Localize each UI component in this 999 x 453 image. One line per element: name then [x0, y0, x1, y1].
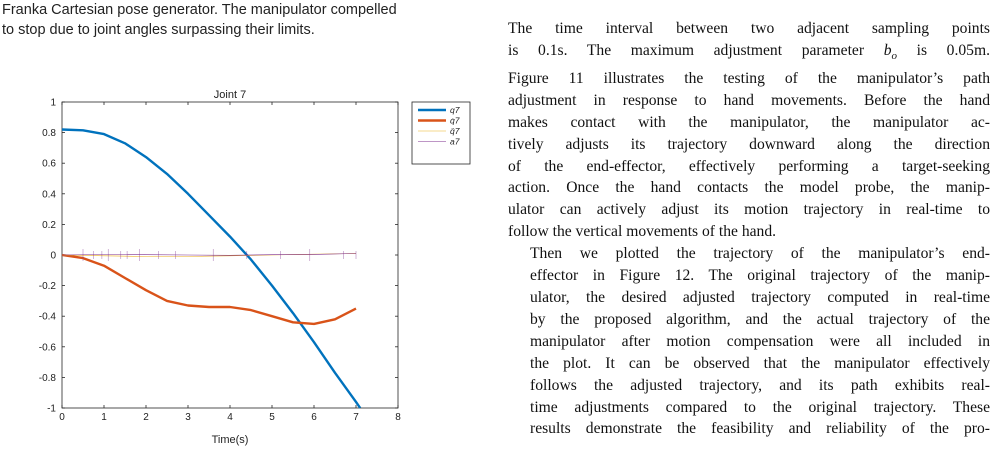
legend-label-1: q7: [450, 105, 460, 115]
text-segment: The time interval between two adjacent sampling points: [508, 20, 990, 37]
chart-title: Joint 7: [213, 89, 247, 101]
y-tick-label: -0.4: [38, 311, 56, 323]
text-line: [508, 134, 990, 156]
y-tick-label: -0.6: [38, 342, 56, 354]
y-tick-label: 0: [50, 250, 56, 262]
body-paragraph: [508, 243, 990, 440]
y-tick-label: -0.8: [38, 372, 56, 384]
x-tick-label: 3: [185, 412, 191, 423]
text-line: [508, 177, 990, 199]
x-tick-label: 8: [395, 412, 401, 423]
text-line: [508, 243, 990, 265]
text-line: [508, 375, 990, 397]
caption-line: Franka Cartesian pose generator. The manipulator compelled: [2, 2, 397, 18]
x-tick-label: 0: [59, 412, 65, 423]
legend: [412, 102, 470, 164]
text-segment: effector in Figure 12. The original trajectory of the manip-: [530, 267, 990, 285]
body-paragraph: [508, 18, 990, 243]
text-segment: the plot. It can be observed that the manipulator effectively: [530, 354, 990, 372]
text-line: [508, 221, 990, 243]
legend-label-3: q̈7: [450, 126, 460, 136]
y-tick-label: -1: [47, 403, 56, 415]
text-segment: follows the adjusted trajectory, and its path exhibits real-: [530, 376, 990, 394]
text-line: [508, 112, 990, 134]
x-tick-label: 4: [227, 412, 233, 423]
text-segment: results demonstrate the feasibility and reliability of the pro-: [530, 420, 990, 438]
text-segment: by the proposed algorithm, and the actual trajectory of the: [530, 310, 990, 328]
text-line: [508, 309, 990, 331]
caption-line: to stop due to joint angles surpassing their limits.: [2, 22, 315, 38]
y-tick-label: 0.8: [42, 128, 56, 140]
text-segment: of the end-effector, effectively performing a target-seeking: [508, 157, 990, 175]
text-line: [508, 287, 990, 309]
text-segment: follow the vertical movements of the hand.: [508, 223, 777, 241]
y-tick-label: -0.2: [38, 281, 56, 293]
x-tick-label: 2: [143, 412, 149, 423]
x-tick-label: 1: [101, 412, 107, 423]
math-symbol: $b_o$: [883, 41, 897, 63]
text-segment: Figure 11 illustrates the testing of the manipulator’s path: [508, 69, 990, 87]
text-segment: ulator, the desired adjusted trajectory computed in real-time: [530, 288, 990, 306]
text-line: [508, 418, 990, 440]
legend-label-2: q̇7: [450, 115, 460, 126]
text-segment: action. Once the hand contacts the model probe, the manip-: [508, 179, 990, 197]
body-text: [508, 18, 990, 440]
x-tick-label: 7: [353, 412, 359, 423]
text-line: [508, 353, 990, 375]
text-line: [508, 18, 990, 40]
text-line: [508, 156, 990, 178]
x-axis-label: Time(s): [211, 434, 249, 446]
text-segment: is 0.05m.: [896, 41, 990, 59]
text-segment: time adjustments compared to the original trajectory. These: [530, 398, 990, 416]
figure-caption: [2, 0, 442, 40]
x-tick-label: 5: [269, 412, 275, 423]
text-segment: makes contact with the manipulator, the manipulator ac-: [508, 113, 990, 131]
text-line: [508, 397, 990, 419]
text-segment: tively adjusts its trajectory downward along the direction: [508, 135, 990, 153]
y-tick-label: 1: [50, 97, 56, 109]
text-segment: Then we plotted the trajectory of the manipulator’s end-: [530, 245, 990, 263]
y-tick-label: 0.2: [42, 219, 56, 231]
joint-7-chart: [0, 82, 500, 453]
y-tick-label: 0.6: [42, 158, 56, 170]
text-segment: is 0.1s. The maximum adjustment parameter: [508, 41, 884, 59]
text-segment: adjustment in response to hand movements. Before the hand: [508, 91, 990, 109]
text-segment: manipulator after motion compensation were all included in: [530, 332, 990, 350]
y-tick-label: 0.4: [42, 189, 56, 201]
text-segment: ulator can actively adjust its motion trajectory in real-time to: [508, 201, 990, 219]
text-line: [508, 40, 990, 68]
text-line: [508, 331, 990, 353]
x-tick-label: 6: [311, 412, 317, 423]
legend-box: [412, 102, 470, 164]
text-line: [508, 90, 990, 112]
text-line: [508, 199, 990, 221]
text-line: [508, 265, 990, 287]
legend-label-4: a7: [450, 136, 460, 147]
text-line: [508, 68, 990, 90]
